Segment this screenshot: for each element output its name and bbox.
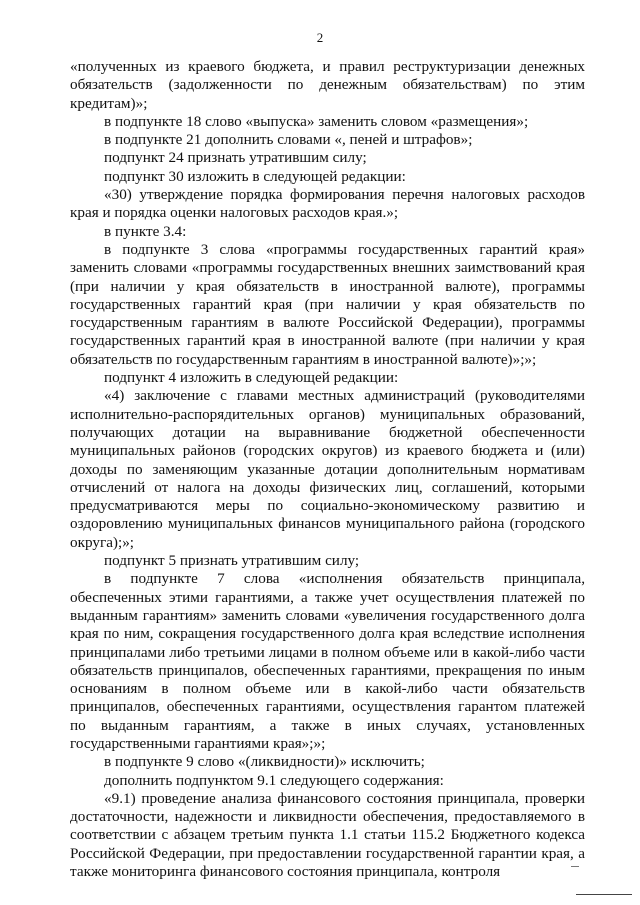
scan-edge-line — [576, 894, 632, 895]
paragraph-subitem-4: подпункт 4 изложить в следующей редакции: — [104, 369, 399, 387]
paragraph-item-3-4: в пункте 3.4: — [104, 222, 187, 240]
scan-mark — [571, 858, 579, 867]
paragraph-subitem-7: в подпункте 7 слова «исполнения обязательств принципала, обеспеченных этими гарантиями, а также учет осуществления платежей по выданным гарантиям» заменить словами «увеличения государственного долга края по ним, сокращения государственного долга края вследствие исполнения принципалами либо третьими лицами в полном объеме или в какой-либо части обязательств принципалов, обеспеченных гарантиями, прекращения по иным основаниям в полном объеме или в какой-либо части обязательств принципалов, обеспеченных гарантиями, осуществления гарантом платежей по выданным гарантиям, а также в иных случаях, установленных государственными гарантиями края»;»; — [70, 570, 585, 752]
paragraph-subitem-5: подпункт 5 признать утратившим силу; — [104, 552, 360, 570]
paragraph-subitem-24: подпункт 24 признать утратившим силу; — [104, 149, 367, 167]
paragraph-subitem-4-text: «4) заключение с главами местных администраций (руководителями исполнительно-распорядительных органов) муниципальных образований, получающих дотации на выравнивание бюджетной обеспеченности муниципальных районов (городских округов) из краевого бюджета и (или) доходы по заменяющим указанные дотации дополнительным нормативам отчислений от налога на доходы физических лиц, соглашений, которыми предусматриваются меры по социально-экономическому развитию и оздоровлению муниципальных финансов муниципального района (городского округа);»; — [70, 387, 585, 551]
paragraph-subitem-9-1-text: «9.1) проведение анализа финансового состояния принципала, проверки достаточности, надежности и ликвидности обеспечения, предоставляемого в соответствии с абзацем третьим пункта 1.1 статьи 115.2 Бюджетного кодекса Российской Федерации, при предоставлении государственной гарантии края, а также мониторинга финансового состояния принципала, контроля — [70, 789, 585, 881]
paragraph-subitem-3: в подпункте 3 слова «программы государственных гарантий края» заменить словами «программы государственных внешних заимствований края (при наличии у края обязательств в иностранной валюте), программы государственных гарантий края (при наличии у края обязательств по государственным гарантиям в валюте Российской Федерации), программы государственных гарантий края в иностранной валюте (при наличии у края обязательств по государственным гарантиям в иностранной валюте)»;»; — [70, 240, 585, 368]
paragraph-subitem-9-1: дополнить подпунктом 9.1 следующего содержания: — [104, 771, 444, 789]
paragraph-subitem-9: в подпункте 9 слово «(ликвидности)» исключить; — [104, 753, 425, 771]
paragraph-subitem-18: в подпункте 18 слово «выпуска» заменить словом «размещения»; — [104, 112, 529, 130]
paragraph-subitem-30-text: «30) утверждение порядка формирования перечня налоговых расходов края и порядка оценки налоговых расходов края.»; — [70, 186, 585, 222]
page-number: 2 — [316, 30, 324, 45]
paragraph-subitem-30: подпункт 30 изложить в следующей редакции: — [104, 167, 406, 185]
document-body — [70, 58, 585, 881]
paragraph-continuation: «полученных из краевого бюджета, и правил реструктуризации денежных обязательств (задолженности по денежным обязательствам) по этим кредитам)»; — [70, 58, 585, 112]
paragraph-subitem-21: в подпункте 21 дополнить словами «, пеней и штрафов»; — [104, 131, 473, 149]
